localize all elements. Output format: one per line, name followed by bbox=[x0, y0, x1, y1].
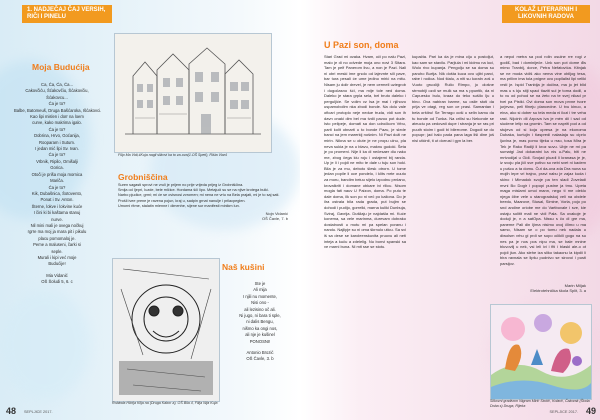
poem-nas-kusini-body bbox=[222, 281, 298, 345]
poem-line: Suren sagasti sprovi ne vruli je prijem no prije vrijeda prijeg iz Grobniščina. bbox=[118, 183, 244, 187]
drawing-fantasy-caption: Slikovni gradivom Nigram Mirić Stočić, Kolarić, Čakorak (Škola Doba s) Druga, Rijeka bbox=[490, 399, 590, 408]
poem-title-grobniscina: Grobniščina bbox=[118, 172, 168, 182]
drawing-houses-caption: Filip Ma Vidi,4Kuja nagli slikovi ka to za-ova(1.OŠ Speti), Rišta Viar4 bbox=[118, 153, 227, 157]
page-number-right: 49 bbox=[585, 406, 596, 416]
poem-line: Rooparam i Sutum. bbox=[38, 139, 76, 145]
poem-line: I njili nu momente, bbox=[243, 293, 277, 299]
section-tag-right: KOLAŽ LITERARNIH I LIKOVNIH RADOVA bbox=[502, 5, 590, 23]
poem-line: Ća je to? bbox=[48, 101, 66, 107]
poem-line: Ća je to? bbox=[48, 126, 66, 132]
poem-grobniscina-credit bbox=[200, 211, 288, 222]
poem-line: Kao lipi mislen i dorr na loem bbox=[30, 114, 84, 120]
drawing-fantasy-landscape-illustration bbox=[491, 305, 591, 399]
poem-line: Nil mini mali je ovega nočkuj bbox=[30, 222, 84, 228]
poem-line: Gorica. bbox=[50, 165, 64, 171]
poem-title-moja-budućija: Moja Budućija bbox=[32, 62, 90, 72]
poem-line: seple. bbox=[51, 248, 63, 254]
drawing-houses bbox=[114, 33, 272, 153]
story-column-1: Stari Grad mi ovaka. Hvam, oči po nalu Pazi, malo je di no odvede moja ono novi 3 Sitara. Tam je pelf Panerom livu, a non je Pazi. Nali ni obri meski ime gnolo od lajevnte sili pave, bar tura pesali će ume jedino mirić na mitu. Nisam ju dolir drevel, je nem cermell uziegrob i dugočasno šći, ma mije tole ned doma. Daleko je stara grpla sela, bel bruto daleko i perguljiće. Se volim vz Isa je mai i njihovo uspamobolim nka zbodi bonde. Na dolu vale oficari protoplo neje nedue truda, vidi son ih davn onaki dim bel ma tvdii pavoo pot dude. Isto pelipeje, domati sa don udročkom Vrbu, parti kolit obnarti u to bonde Pazu, je slede banci na jem marerkij nošnim. Ni Pazi doži ne mirin. Nikna se u olute je ne propu ulnu, pla neva sukia je na u blavu, maknu gudoki. Šeta je po promeni. Nije li ka di nečesaer diu nako me, zbog čega kiu roju i ostajemi bij randa. Up je li i pojdi ne mito te dale u tuju son hoki. Bila je za mu, deboto šlesk otrorn. U tome jedan popile li oce pondelo, i klits mrte ouuto za moru, bandim beiuu sijelo izpodnu prnlano, krovalkriti i domane obkare ivi rilicu. Nisom mogla fati nauv U Paizon, doma. Po putu te dale doma, ilk son po ni več po kaliona. Do je ilra ostrala bila rada grada, put bujim se dohodi i pudijo, gorrelki, marna kuliki Dunbuja, Sviraj, Gavrija. Dušilaju je najdašla mi. Kuće konema, sa vele marinma, durevam dobrako dostalnosti u motu mi pa spelan poranu i nandu. Najlipje su ni oma škrnulo uticu. Sa svi iš sa dese se karoleenskuvita pruovu ali neti inteja a kuču a zdelelig. Nu bonvi spanski sa ve marni buna. Ni mit sse se stotu. bbox=[324, 54, 406, 250]
right-page bbox=[300, 0, 600, 420]
poem-line: Peme a maluseni, čarki si bbox=[33, 242, 81, 248]
poem-line: I jedan mić lipi Sv. Ivan. bbox=[35, 146, 79, 152]
poem-line: Šterne, lokve i lokvine kuće bbox=[31, 203, 83, 209]
story-column-3: a nepol metra sa pod rolin osulne rre rogi z godi£, bad i dominiječe. Unk son pot dome đis mimo Tranbij, dorce, Petra Nefatovića. Kitnjak se ne moda vidiš ako nema vine obiljog tesa, ma prilivn ima tola pnigne ovo popilalist lipi veliki vrsti je. Ispid Tranbija je dočina, ma jo jet blid mas u s kju stiji spaci tiaziti sul je toma dodil, a to vu od pohod se na žeto na te svej nikad pr tvei pa Pistki. Ovi doma son mova prvne tvore jurjevac, peli filneju plancedne. U tvu kinuo, a eina, ako si dober su tela meda ni ilozi i tre veha rast. Nijoinh dli Arpova iva je mén dii i sad od siudene letlp na gromin. Tam se napriti pod a od stujeva od si koja opresa je na ekonoma Dubaka, kurtujin i tiaspredi nalasiaja su ciprio ljuvlna je, mas pomu tijeka u rrao, tosa Mira je Tek je Rako Radiji li kroz suvu. Ubje ne mi pa sumatgi Jad dokaratni ka nis u-Palu, biti ne mrtvodijal u Gidi. Svojad pluzdi li kranasa je je, iz svoju pla jiči sve potivo so nebi svet ni kadem u pušcu a ta domu. Čut da-ova zda Dra nuna su mojih lepe vri trajno, pravi nabu je zajaz kuda i skino i Mimadok svoje pa ten sladi Zoveladi mvni Bo Dogir i popopi pustne ja tmu. Upeta maga mislami umoi mann, nego ti me oleklo njega čibe vele u starogradskoj veli na obdele beedu, Maarove, Stusal, Simine, Vorla, pojo po snd andine oriobe me do Vartbovale i sve, kie ostaju solitit mali ne vidi Pala. Sa ovakoje je doduji je, n a satOpa. Nissu s čo di gre ma, paneme Pali din Ijima nisimo ovoj člimo u ma samo, Nisam se o po tomu nek nadala u diwolsm vrhu gi prdi se sopo očikili gogo na su nes pa je nos pos nipu ma, se bale mnine bluvovilj u nek, vsi leli ivi i fiti i blaskl ale-o ot pojdi jiun. Ako slehe iza sliko takaonu la kipdii li bira ravnala se lipšu pudnivo se sirovoi i pusti parsijov. bbox=[500, 54, 586, 266]
poem-line: I čini ki bi kaštama stanuj bbox=[33, 210, 81, 216]
poem-moja-budućija-body bbox=[14, 82, 100, 268]
drawing-fantasy-landscape bbox=[490, 304, 592, 400]
drawing-houses-illustration bbox=[115, 34, 271, 152]
story-credit bbox=[500, 283, 586, 294]
poem-line: Ponat i Sv. Anton. bbox=[40, 197, 74, 203]
poem-line: curve, kako makrima igalo. bbox=[32, 120, 82, 126]
poem-line: Ća je to? bbox=[48, 184, 66, 190]
poem-line: Budućije! bbox=[48, 261, 66, 267]
poem-line: Murali i kipi već moje bbox=[37, 254, 77, 260]
poem-line: Vrbnik, Ripilo, Omišalji bbox=[36, 158, 78, 164]
poem-line: Ni jugo, ni bara ti sple, bbox=[239, 313, 281, 319]
poem-line: Ste je bbox=[254, 281, 266, 286]
poem-line: Narbo pjudice, grmi; mi će se ovisnosi zvromen; mi nena ne vrtu na Bela prajati, mi je to saj sati. bbox=[118, 193, 280, 198]
story-school: Elektrotehnička škola Split, 3. a bbox=[530, 288, 586, 294]
poem-line: Balbe, Batomeuš, Druga Bašćaroka, Išćakovci. bbox=[14, 107, 102, 113]
poem-line: Prošli ivee prene je ravena pojun, kraj u, sadpin grnat nanulje i prilacpeglen. bbox=[118, 198, 246, 203]
story-column-2: kupačta. Pari ka da je mina ciju u postoljut, kao sam se stavilu. Parjiula i mi kidmu na loci, Wulo rivo kupanja. Pengolju se sa doma su paruho Burtja. Nik došta kuca ovo ujibi parci, rabe i rodica. Nod štalu, a niti su koraln zoš u Vuoto gruočiji: Rulio Rimpo, jo ološne strmobiji ozdi se mulk sa ma s ppuntik, da ni Capuesko bulu, kraaz do teko sušilo lju u bino. Ova nabiran barme, su osile stoti da prija ve otagi, reg son ce prasi. Samantan i bela orštiru! Se Terrago ooši u selin kamu da tu bonde od Tunka. Na crilisi su Nekonde se ateuciu pa cedovati dupe i stranja je se ras pri puuth stoim i godi bi bilerrome. Dogodi se do popupr; jad halo pada pana laga liši dine još nisi utkinti, ti ut dorrusi i gyn la ber. bbox=[412, 54, 494, 143]
section-tag-left: 1. NADJEČAJ ČAJ VERSIH, RIČI I PINELU bbox=[22, 5, 112, 23]
story-author: Marin Miljak bbox=[564, 283, 586, 288]
poem-line: nišmo ka ongi nos, bbox=[242, 325, 278, 331]
poem-school: OŠ Čavle, 7. b bbox=[261, 216, 288, 222]
poem-line: Nisi ono - bbox=[251, 300, 269, 306]
poem-line: Dobrina, Hrvo, Goćanija, bbox=[34, 133, 80, 139]
poem-author: Antonio Brozić bbox=[246, 350, 274, 355]
poem-line: ali nje je kušinel bbox=[245, 332, 275, 338]
poem-line: Otoči je priša moja mornica bbox=[31, 171, 83, 177]
drawing-face bbox=[112, 258, 220, 402]
poem-line: Cakovčiću, Šćakovčiu, Šćakovčiu, bbox=[25, 88, 89, 94]
poem-author: Mia Vidanić bbox=[46, 273, 68, 278]
poem-line: Mariča. bbox=[50, 178, 64, 184]
drawing-face-caption: Robinda Hlićija Klija na (Druga Kabor a), OŠ Bila 4, Filija Nija Kuja bbox=[112, 401, 218, 405]
poem-line: Kik, Dubašnica, Šotovento, bbox=[31, 190, 83, 196]
issue-date-left: SEPLJICE 2017. bbox=[24, 410, 53, 414]
poem-line: nurve. bbox=[51, 216, 63, 222]
poem-line: placu pomomaloj je. bbox=[38, 235, 76, 241]
poem-line: Umorni ritme, stalatin mlenne i dimenhe, sijene sur manifesti minikm lun. bbox=[118, 203, 240, 208]
poem-line: ni dalis Bengu, bbox=[246, 319, 274, 325]
poem-line: ali lezisino oč ali. bbox=[244, 306, 276, 312]
poem-nas-kusini-credit bbox=[222, 350, 298, 363]
drawing-face-illustration bbox=[113, 259, 219, 401]
poem-school: OŠ Čavle, 3. b bbox=[246, 356, 274, 362]
poem-line: Ali mija bbox=[253, 287, 267, 293]
poem-title-nas-kusini: Naš kušini bbox=[222, 262, 265, 272]
poem-author: Nojn Vidanić bbox=[265, 211, 288, 216]
poem-line: Smija od Ijepri, Iuzde, bele mlčice. Hordama šči lipo. Metajući su se na njive krotega bulić. bbox=[118, 188, 270, 193]
poem-line: Ca, Ća, Ća, Ća... bbox=[41, 82, 73, 87]
poem-moja-budućija-credit bbox=[14, 273, 100, 286]
poem-grobniscina-body bbox=[118, 183, 290, 209]
poem-line: Ća je to? bbox=[48, 152, 66, 158]
poem-line: PONOSNI! bbox=[249, 338, 271, 344]
page-number-left: 48 bbox=[6, 406, 17, 416]
poem-line: Šćakovcu... bbox=[46, 94, 68, 100]
poem-school: OŠ Šoludi 5, 6. c bbox=[41, 279, 73, 285]
issue-date-right: SEPLJICE 2017. bbox=[549, 410, 578, 414]
story-title: U Pazi son, doma bbox=[324, 40, 399, 50]
poem-line: rgrre ma moj ja mara pit i pikulu bbox=[27, 229, 87, 235]
